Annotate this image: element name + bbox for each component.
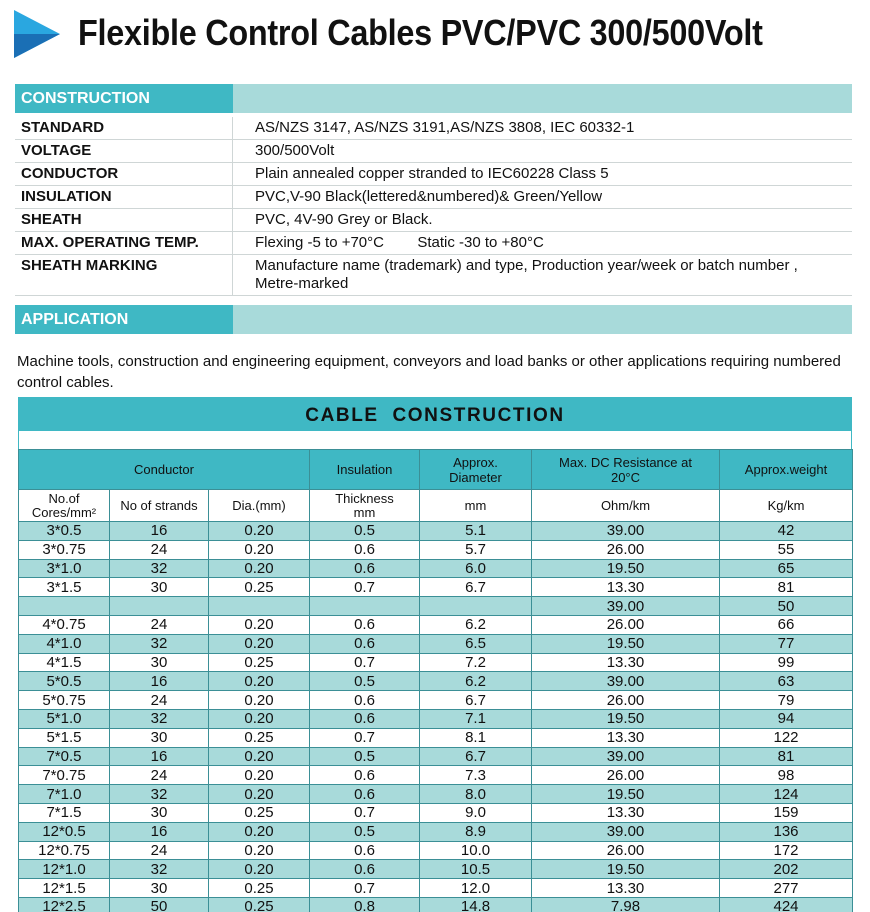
strands-cell: 30 <box>110 879 209 898</box>
spec-key: MAX. OPERATING TEMP. <box>21 234 199 251</box>
strands-cell: 16 <box>110 747 209 766</box>
weight-cell: 172 <box>720 841 853 860</box>
spec-row-insulation <box>15 186 852 209</box>
cores-cell: 5*0.75 <box>19 691 110 710</box>
weight-cell: 42 <box>720 522 853 541</box>
strands-cell: 16 <box>110 522 209 541</box>
diameter-cell: 8.0 <box>420 785 532 804</box>
thickness-cell: 0.6 <box>310 691 420 710</box>
table-row <box>19 822 853 841</box>
spec-value: Plain annealed copper stranded to IEC60228 Class 5 <box>232 163 852 185</box>
resistance-cell: 39.00 <box>532 597 720 616</box>
dia-cell: 0.25 <box>209 578 310 597</box>
table-row <box>19 860 853 879</box>
diameter-cell: 6.2 <box>420 615 532 634</box>
cores-cell: 12*1.0 <box>19 860 110 879</box>
table-row <box>19 691 853 710</box>
diameter-cell: 6.7 <box>420 578 532 597</box>
weight-header: Approx.weight <box>720 450 853 490</box>
spec-key: SHEATH <box>21 211 82 228</box>
resistance-cell: 26.00 <box>532 766 720 785</box>
resistance-cell: 19.50 <box>532 559 720 578</box>
table-subheader-row <box>19 490 853 522</box>
thickness-cell: 0.5 <box>310 747 420 766</box>
spec-value: PVC, 4V-90 Grey or Black. <box>232 209 852 231</box>
dia-cell: 0.20 <box>209 615 310 634</box>
dia-cell: 0.20 <box>209 540 310 559</box>
table-row <box>19 653 853 672</box>
dia-cell: 0.25 <box>209 897 310 912</box>
thickness-cell: 0.7 <box>310 803 420 822</box>
resistance-cell: 26.00 <box>532 691 720 710</box>
thickness-cell: 0.7 <box>310 728 420 747</box>
application-section-bar <box>15 305 852 334</box>
dia-cell: 0.20 <box>209 841 310 860</box>
spec-row-standard <box>15 117 852 140</box>
thickness-cell: 0.6 <box>310 634 420 653</box>
spec-value: AS/NZS 3147, AS/NZS 3191,AS/NZS 3808, IEC 60332-1 <box>232 117 852 139</box>
table-row <box>19 803 853 822</box>
thickness-cell: 0.5 <box>310 522 420 541</box>
thickness-cell: 0.6 <box>310 785 420 804</box>
table-row <box>19 785 853 804</box>
cores-cell: 12*0.5 <box>19 822 110 841</box>
construction-spec-table <box>15 117 852 296</box>
resistance-cell: 39.00 <box>532 822 720 841</box>
table-row <box>19 897 853 912</box>
table-header-row <box>19 450 853 490</box>
strands-cell: 30 <box>110 728 209 747</box>
dia-cell: 0.25 <box>209 653 310 672</box>
resistance-header: Max. DC Resistance at 20°C <box>532 450 720 490</box>
table-row <box>19 615 853 634</box>
resistance-cell: 13.30 <box>532 653 720 672</box>
table-row <box>19 634 853 653</box>
table-row <box>19 879 853 898</box>
diameter-cell: 5.1 <box>420 522 532 541</box>
thickness-cell: 0.6 <box>310 615 420 634</box>
resistance-unit-subheader: Ohm/km <box>532 490 720 522</box>
table-spacer <box>18 431 852 449</box>
resistance-cell: 39.00 <box>532 522 720 541</box>
thickness-subheader: Thickness mm <box>310 490 420 522</box>
diameter-cell: 10.5 <box>420 860 532 879</box>
spec-value: 300/500Volt <box>232 140 852 162</box>
diameter-cell: 8.1 <box>420 728 532 747</box>
thickness-cell: 0.6 <box>310 841 420 860</box>
diameter-cell: 6.7 <box>420 691 532 710</box>
cable-construction <box>18 397 852 912</box>
cores-cell: 12*2.5 <box>19 897 110 912</box>
spec-key: CONDUCTOR <box>21 165 119 182</box>
spec-row-max-temp <box>15 232 852 255</box>
spec-value: Flexing -5 to +70°C Static -30 to +80°C <box>232 232 852 254</box>
resistance-cell: 19.50 <box>532 785 720 804</box>
strands-cell: 24 <box>110 691 209 710</box>
diameter-cell <box>420 597 532 616</box>
weight-cell: 424 <box>720 897 853 912</box>
cores-cell: 5*0.5 <box>19 672 110 691</box>
thickness-cell: 0.6 <box>310 540 420 559</box>
weight-cell: 98 <box>720 766 853 785</box>
diameter-cell: 10.0 <box>420 841 532 860</box>
dia-cell <box>209 597 310 616</box>
cores-cell: 3*0.75 <box>19 540 110 559</box>
thickness-cell: 0.7 <box>310 879 420 898</box>
resistance-cell: 26.00 <box>532 540 720 559</box>
table-row <box>19 540 853 559</box>
table-row <box>19 559 853 578</box>
page-title: Flexible Control Cables PVC/PVC 300/500Volt <box>78 12 763 53</box>
strands-cell: 24 <box>110 841 209 860</box>
weight-cell: 55 <box>720 540 853 559</box>
spec-key: VOLTAGE <box>21 142 92 159</box>
strands-cell: 50 <box>110 897 209 912</box>
table-row <box>19 578 853 597</box>
dia-cell: 0.25 <box>209 879 310 898</box>
resistance-cell: 39.00 <box>532 672 720 691</box>
diameter-cell: 5.7 <box>420 540 532 559</box>
cores-cell: 7*0.75 <box>19 766 110 785</box>
page-header <box>12 8 862 58</box>
conductor-header: Conductor <box>19 450 310 490</box>
dia-cell: 0.20 <box>209 672 310 691</box>
weight-cell: 159 <box>720 803 853 822</box>
spec-row-voltage <box>15 140 852 163</box>
cores-cell: 4*0.75 <box>19 615 110 634</box>
weight-cell: 99 <box>720 653 853 672</box>
spec-value: Manufacture name (trademark) and type, Production year/week or batch number , Metre-marked <box>232 255 852 295</box>
diameter-cell: 7.2 <box>420 653 532 672</box>
table-row <box>19 747 853 766</box>
cores-cell: 12*1.5 <box>19 879 110 898</box>
strands-cell: 32 <box>110 860 209 879</box>
resistance-cell: 19.50 <box>532 709 720 728</box>
thickness-cell: 0.6 <box>310 766 420 785</box>
spec-key: SHEATH MARKING <box>21 257 158 274</box>
weight-cell: 136 <box>720 822 853 841</box>
thickness-cell: 0.5 <box>310 672 420 691</box>
strands-cell: 30 <box>110 653 209 672</box>
weight-cell: 63 <box>720 672 853 691</box>
cores-cell: 4*1.0 <box>19 634 110 653</box>
table-row <box>19 728 853 747</box>
spec-value: PVC,V-90 Black(lettered&numbered)& Green/Yellow <box>232 186 852 208</box>
diameter-cell: 6.5 <box>420 634 532 653</box>
diameter-cell: 6.7 <box>420 747 532 766</box>
cores-cell: 3*1.0 <box>19 559 110 578</box>
strands-cell: 32 <box>110 634 209 653</box>
strands-cell: 24 <box>110 615 209 634</box>
weight-cell: 66 <box>720 615 853 634</box>
thickness-cell: 0.8 <box>310 897 420 912</box>
play-arrow-icon <box>14 10 60 58</box>
spec-row-sheath <box>15 209 852 232</box>
strands-cell: 16 <box>110 672 209 691</box>
diameter-cell: 6.2 <box>420 672 532 691</box>
diameter-cell: 7.3 <box>420 766 532 785</box>
resistance-cell: 39.00 <box>532 747 720 766</box>
cores-cell: 7*1.0 <box>19 785 110 804</box>
strands-cell: 24 <box>110 766 209 785</box>
spec-row-conductor <box>15 163 852 186</box>
strands-cell: 32 <box>110 559 209 578</box>
thickness-cell: 0.6 <box>310 860 420 879</box>
insulation-header: Insulation <box>310 450 420 490</box>
construction-heading: CONSTRUCTION <box>15 84 233 113</box>
spec-row-sheath-marking <box>15 255 852 296</box>
weight-cell: 122 <box>720 728 853 747</box>
thickness-cell: 0.5 <box>310 822 420 841</box>
weight-cell: 81 <box>720 747 853 766</box>
cable-data-table <box>18 449 853 912</box>
resistance-cell: 7.98 <box>532 897 720 912</box>
construction-section-bar <box>15 84 852 113</box>
cores-cell: 7*1.5 <box>19 803 110 822</box>
cores-cell: 5*1.5 <box>19 728 110 747</box>
dia-cell: 0.20 <box>209 559 310 578</box>
spec-key: INSULATION <box>21 188 112 205</box>
strands-cell: 30 <box>110 578 209 597</box>
table-row <box>19 766 853 785</box>
cores-cell <box>19 597 110 616</box>
thickness-cell: 0.6 <box>310 709 420 728</box>
cores-cell: 7*0.5 <box>19 747 110 766</box>
diameter-cell: 9.0 <box>420 803 532 822</box>
resistance-cell: 13.30 <box>532 728 720 747</box>
cable-construction-title: CABLE CONSTRUCTION <box>18 397 852 431</box>
dia-cell: 0.20 <box>209 766 310 785</box>
cores-cell: 3*1.5 <box>19 578 110 597</box>
thickness-cell <box>310 597 420 616</box>
dia-cell: 0.20 <box>209 822 310 841</box>
dia-subheader: Dia.(mm) <box>209 490 310 522</box>
strands-cell: 16 <box>110 822 209 841</box>
strands-cell: 30 <box>110 803 209 822</box>
dia-cell: 0.20 <box>209 522 310 541</box>
weight-cell: 77 <box>720 634 853 653</box>
resistance-cell: 19.50 <box>532 634 720 653</box>
diameter-cell: 14.8 <box>420 897 532 912</box>
diameter-header: Approx. Diameter <box>420 450 532 490</box>
strands-cell: 32 <box>110 709 209 728</box>
table-body <box>19 522 853 912</box>
cores-cell: 3*0.5 <box>19 522 110 541</box>
application-heading: APPLICATION <box>15 305 233 334</box>
thickness-cell: 0.7 <box>310 653 420 672</box>
strands-cell: 32 <box>110 785 209 804</box>
cores-cell: 4*1.5 <box>19 653 110 672</box>
diameter-cell: 12.0 <box>420 879 532 898</box>
resistance-cell: 13.30 <box>532 803 720 822</box>
table-row <box>19 841 853 860</box>
application-text: Machine tools, construction and engineering equipment, conveyors and load banks or other applications requiring numbered control cables. <box>17 353 841 391</box>
weight-cell: 65 <box>720 559 853 578</box>
diameter-cell: 7.1 <box>420 709 532 728</box>
dia-cell: 0.25 <box>209 728 310 747</box>
thickness-cell: 0.7 <box>310 578 420 597</box>
cores-subheader: No.of Cores/mm² <box>19 490 110 522</box>
dia-cell: 0.20 <box>209 860 310 879</box>
resistance-cell: 13.30 <box>532 578 720 597</box>
diameter-cell: 8.9 <box>420 822 532 841</box>
weight-cell: 50 <box>720 597 853 616</box>
weight-cell: 277 <box>720 879 853 898</box>
weight-cell: 79 <box>720 691 853 710</box>
diameter-unit-subheader: mm <box>420 490 532 522</box>
resistance-cell: 13.30 <box>532 879 720 898</box>
dia-cell: 0.20 <box>209 691 310 710</box>
dia-cell: 0.20 <box>209 634 310 653</box>
spec-key: STANDARD <box>21 119 105 136</box>
dia-cell: 0.20 <box>209 785 310 804</box>
strands-subheader: No of strands <box>110 490 209 522</box>
resistance-cell: 19.50 <box>532 860 720 879</box>
thickness-cell: 0.6 <box>310 559 420 578</box>
strands-cell <box>110 597 209 616</box>
table-row <box>19 597 853 616</box>
dia-cell: 0.20 <box>209 709 310 728</box>
resistance-cell: 26.00 <box>532 615 720 634</box>
weight-unit-subheader: Kg/km <box>720 490 853 522</box>
table-row <box>19 522 853 541</box>
cores-cell: 12*0.75 <box>19 841 110 860</box>
weight-cell: 202 <box>720 860 853 879</box>
weight-cell: 81 <box>720 578 853 597</box>
diameter-cell: 6.0 <box>420 559 532 578</box>
table-row <box>19 672 853 691</box>
dia-cell: 0.25 <box>209 803 310 822</box>
table-row <box>19 709 853 728</box>
resistance-cell: 26.00 <box>532 841 720 860</box>
weight-cell: 94 <box>720 709 853 728</box>
dia-cell: 0.20 <box>209 747 310 766</box>
strands-cell: 24 <box>110 540 209 559</box>
weight-cell: 124 <box>720 785 853 804</box>
cores-cell: 5*1.0 <box>19 709 110 728</box>
